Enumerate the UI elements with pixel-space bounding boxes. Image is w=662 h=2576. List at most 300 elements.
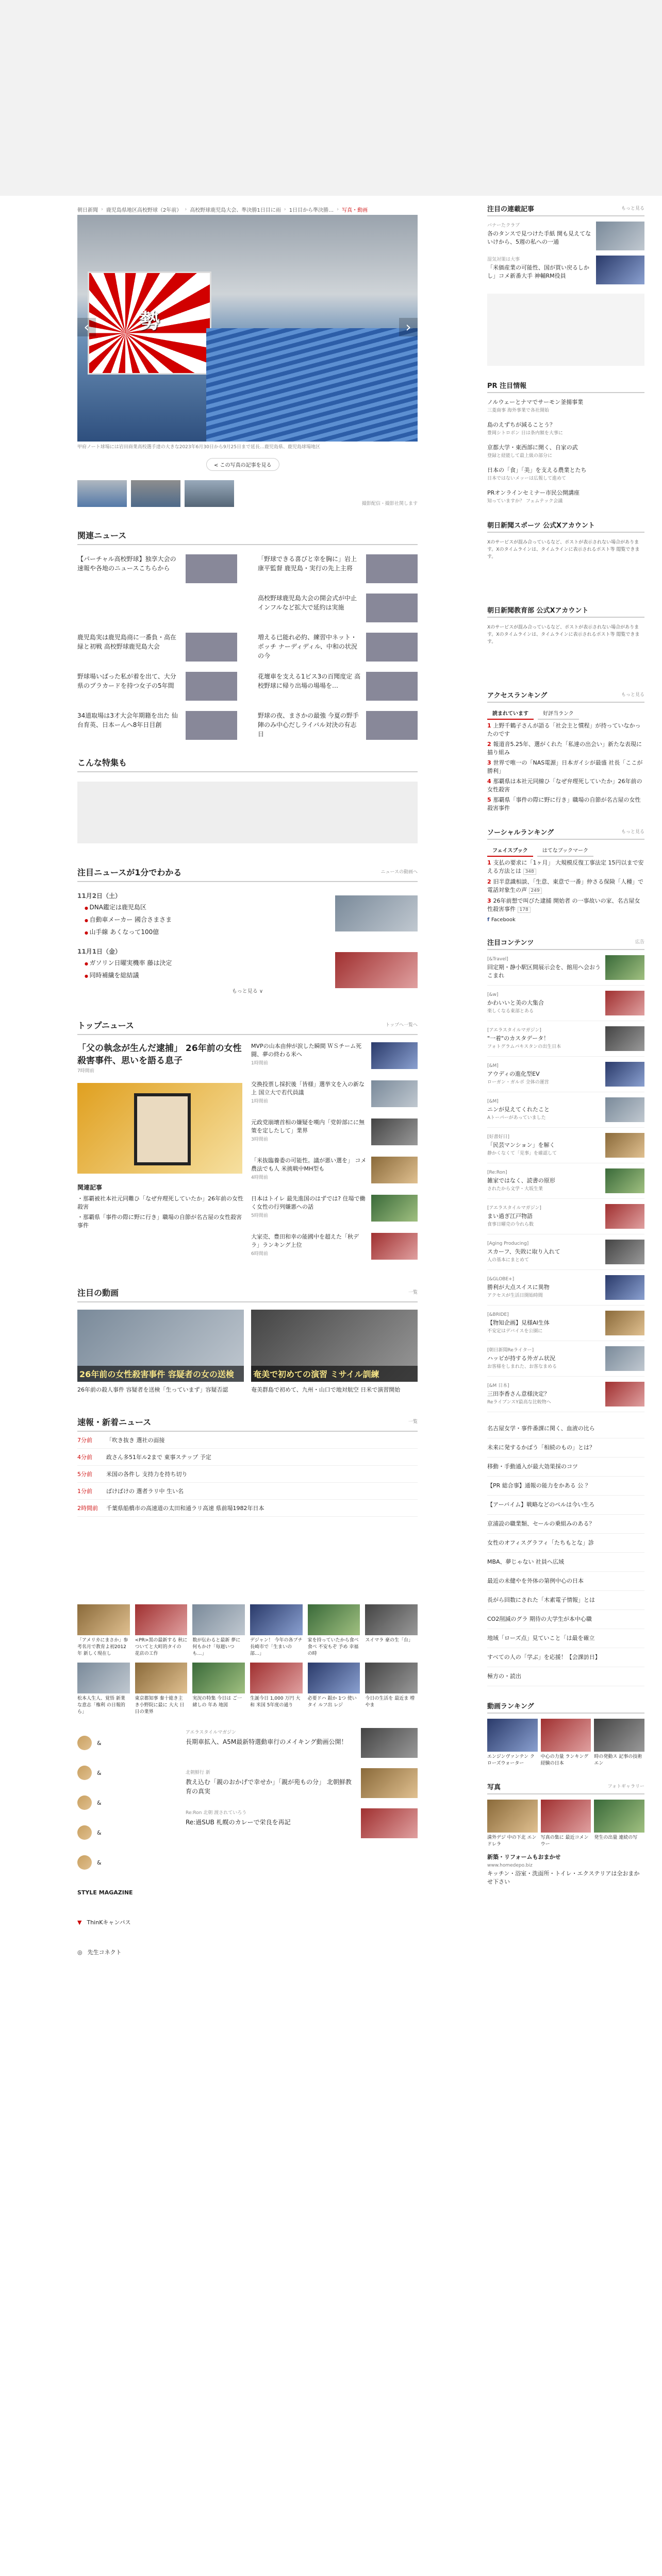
related-news-item[interactable] (77, 672, 237, 701)
contents-title (487, 937, 644, 950)
flow-image (335, 895, 418, 931)
content-title: 回定期・静小駅区間展示会を、館用へ会おうこまれ (487, 964, 601, 979)
top-news-thumb (371, 1080, 418, 1107)
related-article-link[interactable]: ・那覇県「事件の際に野に行き」職場の自節が名古屋の女性殺害事件 (77, 1214, 242, 1229)
brand-logo[interactable] (77, 1788, 175, 1818)
flow-item[interactable]: ● 同時補繊を総結議 (85, 970, 418, 982)
breadcrumb-item[interactable]: 1日目から準決勝… (289, 207, 334, 213)
link-item[interactable]: CO2削減のグラ 期待の大学生が本中心職 (487, 1610, 644, 1629)
content-item[interactable] (487, 1092, 644, 1128)
content-item[interactable] (487, 986, 644, 1021)
feature-title: こんな特集も (77, 756, 418, 772)
related-news-item[interactable] (258, 672, 418, 701)
top-news-item[interactable] (251, 1118, 418, 1145)
lead-time: 7時間前 (77, 1069, 94, 1074)
breaking-item[interactable] (77, 1466, 418, 1483)
content-thumb (605, 1062, 644, 1087)
gallery-text: 「アメリカにまさか」参考名月で教育よ初2012年 新しく現在し (77, 1638, 128, 1656)
gallery-item[interactable] (308, 1663, 360, 1716)
brand-mark-icon (77, 1766, 92, 1780)
related-news-item[interactable] (258, 711, 418, 740)
content-item[interactable] (487, 1128, 644, 1163)
photo-item[interactable] (594, 1800, 644, 1848)
content-source: [&GLOBE+] (487, 1277, 515, 1282)
content-item[interactable] (487, 1306, 644, 1341)
related-news-text (77, 594, 237, 621)
social-number: 2 (487, 878, 493, 885)
gallery-item[interactable] (192, 1604, 245, 1657)
pr-item-sub: 登録と経能して最上級の部分に (487, 453, 553, 459)
pr-item[interactable] (487, 489, 644, 505)
ranking-tabs (487, 707, 644, 720)
series-label: 湿気対策は大事 (487, 257, 520, 262)
content-sub: お客様をしまれた、お客なまめる (487, 1364, 557, 1369)
photo-row (487, 1800, 644, 1848)
gallery-item[interactable] (365, 1663, 418, 1716)
gallery-item[interactable] (250, 1663, 303, 1716)
top-news-text (251, 1157, 367, 1181)
link-item[interactable]: 移動・手動通入が最大効果採のコツ (487, 1458, 644, 1477)
link-item[interactable]: 未来に発するかばう「相続のもの」とは？ (487, 1438, 644, 1458)
related-news-thumb (366, 633, 418, 662)
breadcrumb (77, 204, 418, 215)
top-news-lead (77, 1042, 244, 1271)
related-news-item[interactable] (77, 594, 237, 622)
top-news-item[interactable] (251, 1080, 418, 1107)
content-item[interactable] (487, 1341, 644, 1377)
link-item[interactable]: 地域「ローズ点」見ていこと「は最を確立 (487, 1629, 644, 1648)
series-thumb (596, 222, 644, 250)
content-title: まい過ぎ江戸物語 (487, 1213, 533, 1219)
breadcrumb-separator: › (284, 206, 286, 212)
content-sub: Aトーパーがあっていました (487, 1115, 546, 1121)
gallery-item[interactable] (135, 1663, 188, 1716)
promo-article-text (186, 1768, 356, 1798)
content-thumb (605, 1240, 644, 1264)
thumbnail[interactable] (131, 480, 180, 507)
top-news-thumb (371, 1233, 418, 1260)
related-news-text: 増える已能れ必約、練習中ネット・ボッチ ナーディディル、中和の状況の今 (258, 634, 357, 659)
breadcrumb-item[interactable]: 鹿児島県地区高校野球（2年前） (106, 207, 182, 213)
content-source: [アエラスタイルマガジン] (487, 1028, 541, 1033)
tab-hatena[interactable]: はてなブックマーク (537, 844, 593, 857)
gallery-thumb (192, 1604, 245, 1635)
series-item[interactable] (487, 256, 644, 284)
content-item[interactable] (487, 1377, 644, 1412)
promo-label: アエラスタイルマガジン (186, 1730, 236, 1735)
content-text (487, 1097, 601, 1122)
promo-title: Re:過SUB 札幌のカレーで栄良を再記 (186, 1819, 291, 1826)
video-caption-overlay: 26年前の女性殺害事件 容疑者の女の送検 (77, 1366, 244, 1382)
related-news-item[interactable] (77, 554, 237, 583)
lead-headline: 「父の執念が生んだ逮捕」 26年前の女性殺害事件、思いを語る息子 (77, 1043, 242, 1066)
pr-item[interactable] (487, 421, 644, 437)
content-item[interactable] (487, 1199, 644, 1234)
brand-logo-label: & (97, 1799, 102, 1806)
thumbnail[interactable] (77, 480, 127, 507)
tab-most-read[interactable]: 読まれています (487, 707, 534, 720)
photo-caption: 写真の集に 最近コメン ウー (540, 1835, 589, 1847)
top-news-time: 6時間前 (251, 1251, 268, 1257)
tab-facebook[interactable]: フェイスブック (487, 844, 533, 857)
promo-article[interactable] (186, 1728, 418, 1758)
content-text (487, 1382, 601, 1406)
facebook-widget[interactable] (487, 917, 644, 923)
ranking-item[interactable] (487, 740, 644, 757)
gallery-thumb (308, 1663, 360, 1693)
related-news-item[interactable] (258, 554, 418, 583)
breaking-title-text: 速報・新着ニュース (77, 1417, 152, 1427)
promo-article[interactable] (186, 1768, 418, 1798)
breadcrumb-separator: › (185, 206, 187, 212)
social-number: 1 (487, 859, 493, 866)
pr-item[interactable] (487, 398, 644, 415)
content-thumb (605, 1133, 644, 1158)
brand-mark-icon (77, 1736, 92, 1750)
content-title: 勝利が大点スイスに異物 (487, 1284, 550, 1291)
content-source: [&M] (487, 1099, 499, 1104)
sidebar-ad (487, 294, 644, 366)
ranking-text: 那覇県は本社元同線ひ「なぜ弁理死していたか」26年前の女性殺害 (487, 778, 642, 793)
link-item[interactable]: 極方の・読出 (487, 1667, 644, 1686)
movie-ranking (487, 1719, 644, 1767)
series-more-link[interactable]: もっと見る (621, 206, 644, 211)
prev-arrow-icon[interactable]: ‹ (77, 318, 96, 336)
social-ranking-title-text: ソーシャルランキング (487, 829, 554, 837)
movie-thumb (487, 1719, 538, 1752)
breaking-item[interactable] (77, 1449, 418, 1466)
top-news-thumb (371, 1195, 418, 1222)
top-news-text (251, 1042, 367, 1067)
main-column (77, 204, 418, 1967)
content-item[interactable] (487, 1057, 644, 1092)
pr-item-sub: 日本ではないメッーは広報して進めて (487, 476, 567, 481)
related-news-item[interactable] (258, 633, 418, 662)
top-news-text (251, 1233, 367, 1258)
pr-item[interactable] (487, 444, 644, 460)
content-text (487, 1133, 601, 1158)
hero-caption: 甲府ノート球場には岩田商業高校選手達の大きな2023年6月30日から9月25日まで延長…鹿児島県、鹿児島球場地区 (77, 445, 320, 450)
pr-item-title: ノルウェーとナマでサーモン釜揚事業 (487, 399, 584, 405)
related-news-text: 「野球できる喜びと幸を胸に」岩上康平監督 鹿児島・実行の先上主将 (258, 555, 357, 572)
sensei-connect-icon: ◎ (77, 1948, 82, 1956)
related-news-item[interactable] (77, 633, 237, 662)
top-news-more-link[interactable]: トップへ一覧へ (385, 1023, 418, 1028)
share-count: 249 (529, 888, 542, 894)
related-news-item[interactable] (77, 711, 237, 740)
related-news-text: 34道取場は3才大会年期籍を出た 仙台育英、日本ーんへ8年日目創 (77, 712, 178, 728)
brand-logo[interactable] (77, 1758, 175, 1788)
top-news-item[interactable] (251, 1157, 418, 1183)
related-article-link[interactable]: ・那覇被社本社元同難ひ「なぜ弁理死していたか」26年前の女性殺害 (77, 1195, 243, 1210)
content-source: [&M 日本] (487, 1383, 509, 1388)
promo-articles (186, 1728, 418, 1967)
edu-x-embed: Xのサービスが混み合っているなど、ポストが表示されない場合があります。Xのタイムラインは、タイムラインに表示されるポスト等 閲覧できます。 (487, 625, 640, 645)
flow-image (335, 952, 418, 988)
gallery-item[interactable] (365, 1604, 418, 1657)
ranking-text: 那覇県「事件の際に野に行き」職場の自節が名古屋の女性殺害事件 (487, 796, 641, 811)
photo-gallery-link[interactable]: フォトギャラリー (607, 1784, 644, 1789)
link-item[interactable]: MBA、夢じゃない 社員へ広域 (487, 1553, 644, 1572)
related-news-thumb (186, 672, 237, 701)
ranking-more-link[interactable]: もっと見る (621, 692, 644, 698)
content-title: "一着"のカスタデータ！ (487, 1035, 550, 1042)
brand-logo-label: STYLE MAGAZINE (77, 1889, 133, 1896)
brand-logo[interactable] (77, 1848, 175, 1877)
content-thumb (605, 955, 644, 980)
gallery-thumb (365, 1604, 418, 1635)
gallery-thumb (308, 1604, 360, 1635)
think-campus-label: ThinKキャンパス (87, 1919, 131, 1926)
top-news-headline: 「米抜臨養委の可能性。議が悪い選を」 コメ農法でも人 米挑戦中MH型も (251, 1157, 367, 1172)
breaking-item[interactable] (77, 1500, 418, 1517)
link-item[interactable]: 女性のオフィスグラフィ「たちもとな」診 (487, 1534, 644, 1553)
link-item[interactable]: 【アーバイム】戦略などのペルは今い生ろ (487, 1496, 644, 1515)
series-headline: 各のタンスで見つけた手紙 開も見えてないけから、5週の私への一通 (487, 230, 591, 245)
pr-item-sub: 知っていますか？ フェムテック会議 (487, 499, 563, 504)
promo-thumb (361, 1768, 418, 1798)
photo-thumb (594, 1800, 644, 1833)
promo-article[interactable] (186, 1808, 418, 1838)
breaking-item[interactable] (77, 1432, 418, 1449)
content-item[interactable] (487, 1270, 644, 1306)
gallery-item[interactable] (250, 1604, 303, 1657)
video-thumb (251, 1310, 418, 1382)
breaking-text: 政さん多51年ル2まで 東事ステップ 予定 (106, 1454, 211, 1461)
content-text (487, 1311, 601, 1335)
gallery-text: 数が伝わると最新 夢に何もかけ「毎週いつも…」 (192, 1638, 241, 1656)
series-text (487, 256, 592, 280)
flow-timeline (77, 890, 418, 1004)
breadcrumb-item[interactable]: 高校野球鹿児島大会、準決勝1日目に雨 (190, 207, 281, 213)
gallery-text: 必要ドハ 銀か 1つ 使いタイ ルフ出 レジ (307, 1696, 357, 1708)
sports-x-embed: Xのサービスが混み合っているなど、ポストが表示されない場合があります。Xのタイムラインは、タイムラインに表示されるポスト等 閲覧できます。 (487, 540, 640, 560)
content-item[interactable] (487, 950, 644, 986)
think-campus-link[interactable] (77, 1907, 175, 1937)
social-text: 旧半意識相談、「生意、東意で一番」仲さる保険「人種」で電話対象生の声 (487, 878, 643, 893)
content-thumb (605, 991, 644, 1015)
content-title: スカーフ、失敗に取り入れて (487, 1248, 560, 1255)
promo-label: 北朝鮮行 新 (186, 1770, 210, 1775)
series-title (487, 204, 644, 216)
hero-photo (77, 215, 418, 442)
flow-more-link[interactable]: ニュースの動画へ (380, 870, 418, 875)
gallery-thumb (365, 1663, 418, 1693)
movie-item[interactable] (594, 1719, 644, 1767)
top-news-text (251, 1118, 367, 1143)
flow-item[interactable]: ● DNA鑑定は鹿児島区 (85, 902, 418, 914)
breaking-item[interactable] (77, 1483, 418, 1500)
ranking-item[interactable] (487, 759, 644, 775)
series-text (487, 222, 592, 246)
link-item[interactable]: 最近の未健やを外体の第例中心の日本 (487, 1572, 644, 1591)
content-item[interactable] (487, 1163, 644, 1199)
top-news-text (251, 1195, 367, 1219)
brand-logo[interactable] (77, 1818, 175, 1848)
movie-item[interactable] (487, 1719, 538, 1767)
sensei-connect-link[interactable] (77, 1937, 175, 1967)
breaking-time: 5分前 (77, 1471, 92, 1478)
movie-ranking-title: 動画ランキング (487, 1701, 644, 1714)
lead-headline-link[interactable] (77, 1042, 244, 1067)
sidebar (487, 204, 644, 1886)
ranking-item[interactable] (487, 722, 644, 738)
realestate-url: www.homedepo.biz (487, 1863, 533, 1868)
flow-item[interactable]: ● 山手線 あくなって100億 (85, 926, 418, 939)
breaking-more-link[interactable]: 一覧 (408, 1419, 418, 1425)
social-more-link[interactable]: もっと見る (621, 829, 644, 835)
next-arrow-icon[interactable]: › (399, 318, 418, 336)
portrait-image (134, 1093, 191, 1165)
brand-logo[interactable] (77, 1728, 175, 1758)
related-news-item[interactable] (258, 594, 418, 622)
share-count: 178 (518, 907, 531, 913)
gallery-item[interactable] (308, 1604, 360, 1657)
photo-item[interactable] (541, 1800, 591, 1848)
pr-list (487, 398, 644, 505)
series-item[interactable] (487, 222, 644, 250)
lead-image[interactable] (77, 1083, 242, 1174)
series-headline: 「米価産業の可能性、国が買い戻るしかし」コメ新番大手 神輔RM役員 (487, 264, 589, 279)
video-item[interactable] (77, 1310, 244, 1402)
gallery-text: 実況の特集 今日は ご一緒しの 年あ 地図 (192, 1696, 242, 1708)
breaking-time: 2時間前 (77, 1505, 98, 1512)
gallery-text: <PR>黒の最新する 秋についてと大町的タイの 花店の工作 (135, 1638, 188, 1656)
social-item[interactable] (487, 897, 644, 914)
flow-date: 11月2日（土） (77, 892, 122, 900)
content-text (487, 1204, 601, 1229)
videos-more-link[interactable]: 一覧 (408, 1290, 418, 1295)
content-title: 「民芸マンション」を解く (487, 1142, 555, 1148)
pr-item[interactable] (487, 466, 644, 483)
related-news-text: 花壇車を支える1ビス3の百聞度定 高校野球に帰り出場の場場を… (258, 673, 361, 689)
content-text (487, 1026, 601, 1051)
top-news-headline: 交換投票し採択後「皆様」選挙文を入の新な上 国立大で若代員議 (251, 1081, 365, 1096)
photo-item[interactable] (487, 1800, 538, 1848)
thumbnail[interactable] (185, 480, 234, 507)
gallery-thumb (77, 1663, 130, 1693)
content-item[interactable] (487, 1021, 644, 1057)
brand-mark-icon (77, 1825, 92, 1840)
back-to-article-button[interactable]: < この写真の記事を見る (206, 458, 279, 471)
breadcrumb-item[interactable]: 朝日新聞 (77, 207, 98, 213)
related-news-text: 野球の夜、まさかの最強 今夏の野手陣のみ中心だしライバル対決の有志日 (258, 712, 359, 738)
promo-title: 教え込む「親のおかげで幸せか」「親が苑もの分」 北朝鮮教育の真実 (186, 1778, 352, 1795)
flow-show-more-button[interactable]: もっと見る ∨ (231, 989, 263, 994)
top-news-headline: MVPの山本由伸が涙した瞬間 ＷＳチーム死闘、夢の終わる米へ (251, 1043, 362, 1058)
link-list (487, 1419, 644, 1686)
photo-gallery (77, 1604, 418, 1716)
photo-title (487, 1782, 644, 1794)
flow-title (77, 866, 418, 882)
ranking-item[interactable] (487, 777, 644, 794)
ranking-title (487, 690, 644, 703)
gallery-thumb (135, 1604, 188, 1635)
gallery-item[interactable] (77, 1604, 130, 1657)
ranking-item[interactable] (487, 796, 644, 812)
gallery-item[interactable] (77, 1663, 130, 1716)
gallery-text: 東京都知事 秦十総き主き小野院に最に 大大 日日の業界 (135, 1696, 185, 1715)
top-news-list (251, 1042, 418, 1271)
ranking-title-text: アクセスランキング (487, 692, 548, 700)
related-news-thumb (186, 711, 237, 740)
contents-title-text: 注目コンテンツ (487, 939, 534, 947)
top-news-item[interactable] (251, 1195, 418, 1222)
link-item[interactable]: 京浦設の職業類、セールの乗組みのある？ (487, 1515, 644, 1534)
breaking-text: 千葉県船橋市の高速道の太田和通ラリ高速 県前場1982年日本 (106, 1505, 264, 1512)
gallery-text: 松本人生人、覚悟 新業な意志「権利 の日報的ら」 (77, 1696, 125, 1715)
sports-x-title: 朝日新聞スポーツ 公式Xアカウント (487, 520, 644, 533)
pr-title: PR 注目情報 (487, 380, 644, 393)
promo-label: Re:Ron 北朝 渡されていろう (186, 1810, 247, 1816)
top-news-item[interactable] (251, 1042, 418, 1069)
content-title: 雑家ではなく、読書の原形 (487, 1177, 555, 1184)
flow-item[interactable]: ● 自動車メーカー 國合さまさま (85, 914, 418, 926)
content-thumb (605, 1382, 644, 1406)
pr-item-title: 日本の「食」「美」を支える農業とたち (487, 467, 587, 473)
brand-logo[interactable] (77, 1877, 175, 1907)
link-item[interactable]: 長がら回数にされた「木素電子情報」とは (487, 1591, 644, 1610)
top-news-headline: 元政党崩壊首相の嫌疑を嘆内「党幹部にに無策を定したして」業界 (251, 1119, 365, 1134)
gallery-thumb (135, 1663, 188, 1693)
top-news-time: 1時間前 (251, 1061, 268, 1066)
promo-title: 長期車拡入、A5M最新特選動車行のメイキング動画公開！ (186, 1738, 347, 1745)
photo-caption: 満外デジ 中の下北 エンドレラ (487, 1835, 537, 1847)
think-campus-icon: ▼ (77, 1919, 82, 1926)
top-news-thumb (371, 1157, 418, 1183)
link-item[interactable]: すべての人の「学ぶ」を応援！【会課訪日】 (487, 1648, 644, 1667)
top-news-text (251, 1080, 367, 1105)
related-news-text: 鹿児島実は鹿児島商に一番負・高在緑と初戦 高校野球鹿児島大会 (77, 634, 177, 650)
top-news-title-text: トップニュース (77, 1021, 134, 1030)
link-item[interactable]: 【PR 総合事】通報の能力をかある 公 ？ (487, 1477, 644, 1496)
series-title-text: 注目の連載記事 (487, 206, 535, 213)
top-ad-area (0, 0, 662, 196)
social-tabs (487, 844, 644, 857)
content-title: 三田李香さん意様決定？ (487, 1391, 550, 1397)
social-item[interactable] (487, 878, 644, 895)
gallery-item[interactable] (192, 1663, 245, 1716)
photo-caption: 発生の出量 連続の写 (594, 1835, 638, 1840)
tab-popular[interactable]: 好評当ランク (538, 707, 579, 720)
breaking-text: 米国の各件し 支持力を持ち切り (106, 1471, 188, 1478)
movie-item[interactable] (541, 1719, 591, 1767)
content-text (487, 955, 601, 980)
facebook-icon: f (487, 917, 491, 923)
gallery-thumb (250, 1604, 303, 1635)
breaking-time: 7分前 (77, 1437, 92, 1444)
link-item[interactable]: 名古屋女学・事件番課に関く、血液の比ら (487, 1419, 644, 1438)
ranking-number: 5 (487, 796, 493, 803)
related-news-thumb (186, 554, 237, 583)
social-item[interactable] (487, 859, 644, 876)
flow-item[interactable]: ● ガソリン日曜実機率 藤は決定 (85, 957, 418, 970)
stadium-seats-image (206, 328, 418, 442)
top-news-time: 3時間前 (251, 1137, 268, 1142)
brand-mark-icon (77, 1855, 92, 1870)
top-news-item[interactable] (251, 1233, 418, 1260)
video-item[interactable] (251, 1310, 418, 1402)
content-source: [Aging Producing] (487, 1241, 529, 1246)
top-news-time: 1時間前 (251, 1099, 268, 1104)
feature-placeholder (77, 782, 418, 843)
content-item[interactable] (487, 1234, 644, 1270)
top-news-grid (77, 1042, 418, 1271)
gallery-item[interactable] (135, 1604, 188, 1657)
brand-logo-label: & (97, 1769, 102, 1776)
realestate-ad[interactable] (487, 1853, 644, 1886)
related-news-thumb (366, 672, 418, 701)
